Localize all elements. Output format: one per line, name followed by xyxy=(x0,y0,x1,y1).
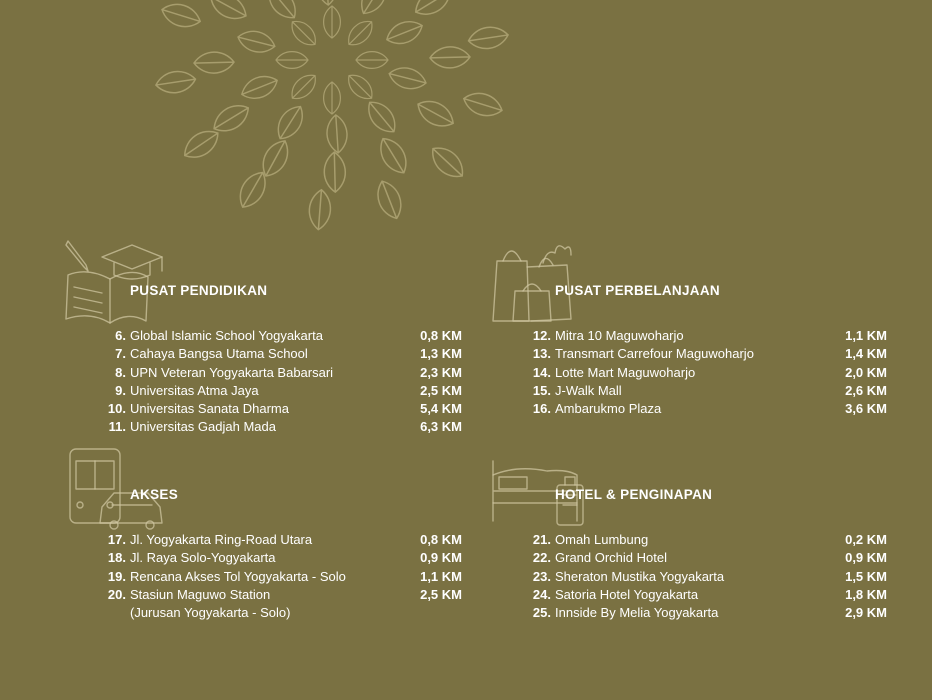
item-number: 8. xyxy=(115,364,126,380)
shopping-bags-icon xyxy=(487,237,597,327)
item-name: Innside By Melia Yogyakarta xyxy=(555,605,719,621)
list-item xyxy=(515,568,887,586)
education-icon xyxy=(62,237,172,327)
list-item xyxy=(515,586,887,604)
list-item-note xyxy=(90,604,462,622)
item-name: Lotte Mart Maguwoharjo xyxy=(555,364,696,380)
item-distance: 1,5 KM xyxy=(845,568,887,584)
item-name: UPN Veteran Yogyakarta Babarsari xyxy=(130,364,334,380)
item-number: 10. xyxy=(107,401,126,417)
item-name: Ambarukmo Plaza xyxy=(555,401,662,417)
list-item xyxy=(90,345,462,363)
item-name: Jl. Yogyakarta Ring-Road Utara xyxy=(130,532,313,547)
list-perbelanjaan xyxy=(515,327,887,418)
item-distance: 1,4 KM xyxy=(845,346,887,362)
list-item xyxy=(90,400,462,418)
item-distance: 1,8 KM xyxy=(845,586,887,602)
item-number: 7. xyxy=(115,346,126,362)
item-number: 9. xyxy=(115,382,126,398)
item-number: 11. xyxy=(108,419,126,435)
item-distance: 0,8 KM xyxy=(420,328,462,343)
list-item xyxy=(515,382,887,400)
bed-luggage-icon xyxy=(487,441,597,531)
list-item xyxy=(90,531,462,549)
list-item xyxy=(515,364,887,382)
item-number: 13. xyxy=(532,346,551,362)
item-number: 24. xyxy=(532,586,551,602)
item-distance: 1,1 KM xyxy=(420,568,462,584)
list-item xyxy=(515,531,887,549)
list-item xyxy=(90,586,462,604)
item-name: Rencana Akses Tol Yogyakarta - Solo xyxy=(130,568,346,584)
item-distance: 0,2 KM xyxy=(845,532,887,547)
section-title-perbelanjaan: PUSAT PERBELANJAAN xyxy=(555,283,720,298)
item-name: Omah Lumbung xyxy=(555,532,649,547)
item-number: 14. xyxy=(532,364,551,380)
list-item xyxy=(515,400,887,418)
item-distance: 1,1 KM xyxy=(845,328,887,343)
item-distance: 2,5 KM xyxy=(420,382,462,398)
item-name: Jl. Raya Solo-Yogyakarta xyxy=(130,550,276,566)
item-distance: 2,5 KM xyxy=(420,586,462,602)
item-number: 15. xyxy=(532,382,551,398)
list-item xyxy=(90,327,462,345)
list-item xyxy=(515,327,887,345)
item-distance: 6,3 KM xyxy=(420,419,462,435)
item-name: Grand Orchid Hotel xyxy=(555,550,667,566)
list-pendidikan xyxy=(90,327,462,437)
item-name: Cahaya Bangsa Utama School xyxy=(130,346,308,362)
item-distance: 1,3 KM xyxy=(420,346,462,362)
list-item xyxy=(90,549,462,567)
item-number: 22. xyxy=(532,550,551,566)
section-title-akses: AKSES xyxy=(130,487,179,502)
item-number: 25. xyxy=(532,605,551,621)
section-title-pendidikan: PUSAT PENDIDIKAN xyxy=(130,283,268,298)
item-name: Sheraton Mustika Yogyakarta xyxy=(555,568,725,584)
item-number: 17. xyxy=(107,532,126,547)
item-note: (Jurusan Yogyakarta - Solo) xyxy=(130,605,291,621)
item-distance: 2,0 KM xyxy=(845,364,887,380)
item-name: Universitas Atma Jaya xyxy=(130,382,259,398)
item-distance: 0,8 KM xyxy=(420,532,462,547)
item-number: 18. xyxy=(107,550,126,566)
item-number: 21. xyxy=(532,532,551,547)
item-name: Global Islamic School Yogyakarta xyxy=(130,328,323,343)
list-item xyxy=(90,418,462,436)
item-distance: 2,3 KM xyxy=(420,364,462,380)
list-item xyxy=(90,382,462,400)
list-item xyxy=(515,549,887,567)
list-item xyxy=(90,568,462,586)
section-title-hotel: HOTEL & PENGINAPAN xyxy=(555,487,713,502)
item-distance: 0,9 KM xyxy=(420,550,462,566)
item-number: 12. xyxy=(532,328,551,343)
list-hotel xyxy=(515,531,887,622)
item-name: Mitra 10 Maguwoharjo xyxy=(555,328,684,343)
item-distance: 3,6 KM xyxy=(845,401,887,417)
item-distance: 2,6 KM xyxy=(845,382,887,398)
item-number: 6. xyxy=(115,328,126,343)
item-distance: 0,9 KM xyxy=(845,550,887,566)
item-name: Stasiun Maguwo Station xyxy=(130,586,271,602)
list-akses xyxy=(90,531,462,622)
item-name: Transmart Carrefour Maguwoharjo xyxy=(555,346,754,362)
item-number: 16. xyxy=(532,401,551,417)
item-number: 20. xyxy=(107,586,126,602)
bus-car-icon xyxy=(62,441,172,531)
list-item xyxy=(90,364,462,382)
item-name: Universitas Sanata Dharma xyxy=(130,401,289,417)
item-number: 19. xyxy=(107,568,126,584)
item-number: 23. xyxy=(532,568,551,584)
item-name: Universitas Gadjah Mada xyxy=(130,419,276,435)
list-item xyxy=(515,345,887,363)
item-name: J-Walk Mall xyxy=(555,382,622,398)
item-name: Satoria Hotel Yogyakarta xyxy=(555,586,699,602)
item-distance: 5,4 KM xyxy=(420,401,462,417)
leaf-ornament-icon xyxy=(0,0,932,240)
list-item xyxy=(515,604,887,622)
item-distance: 2,9 KM xyxy=(845,605,887,621)
